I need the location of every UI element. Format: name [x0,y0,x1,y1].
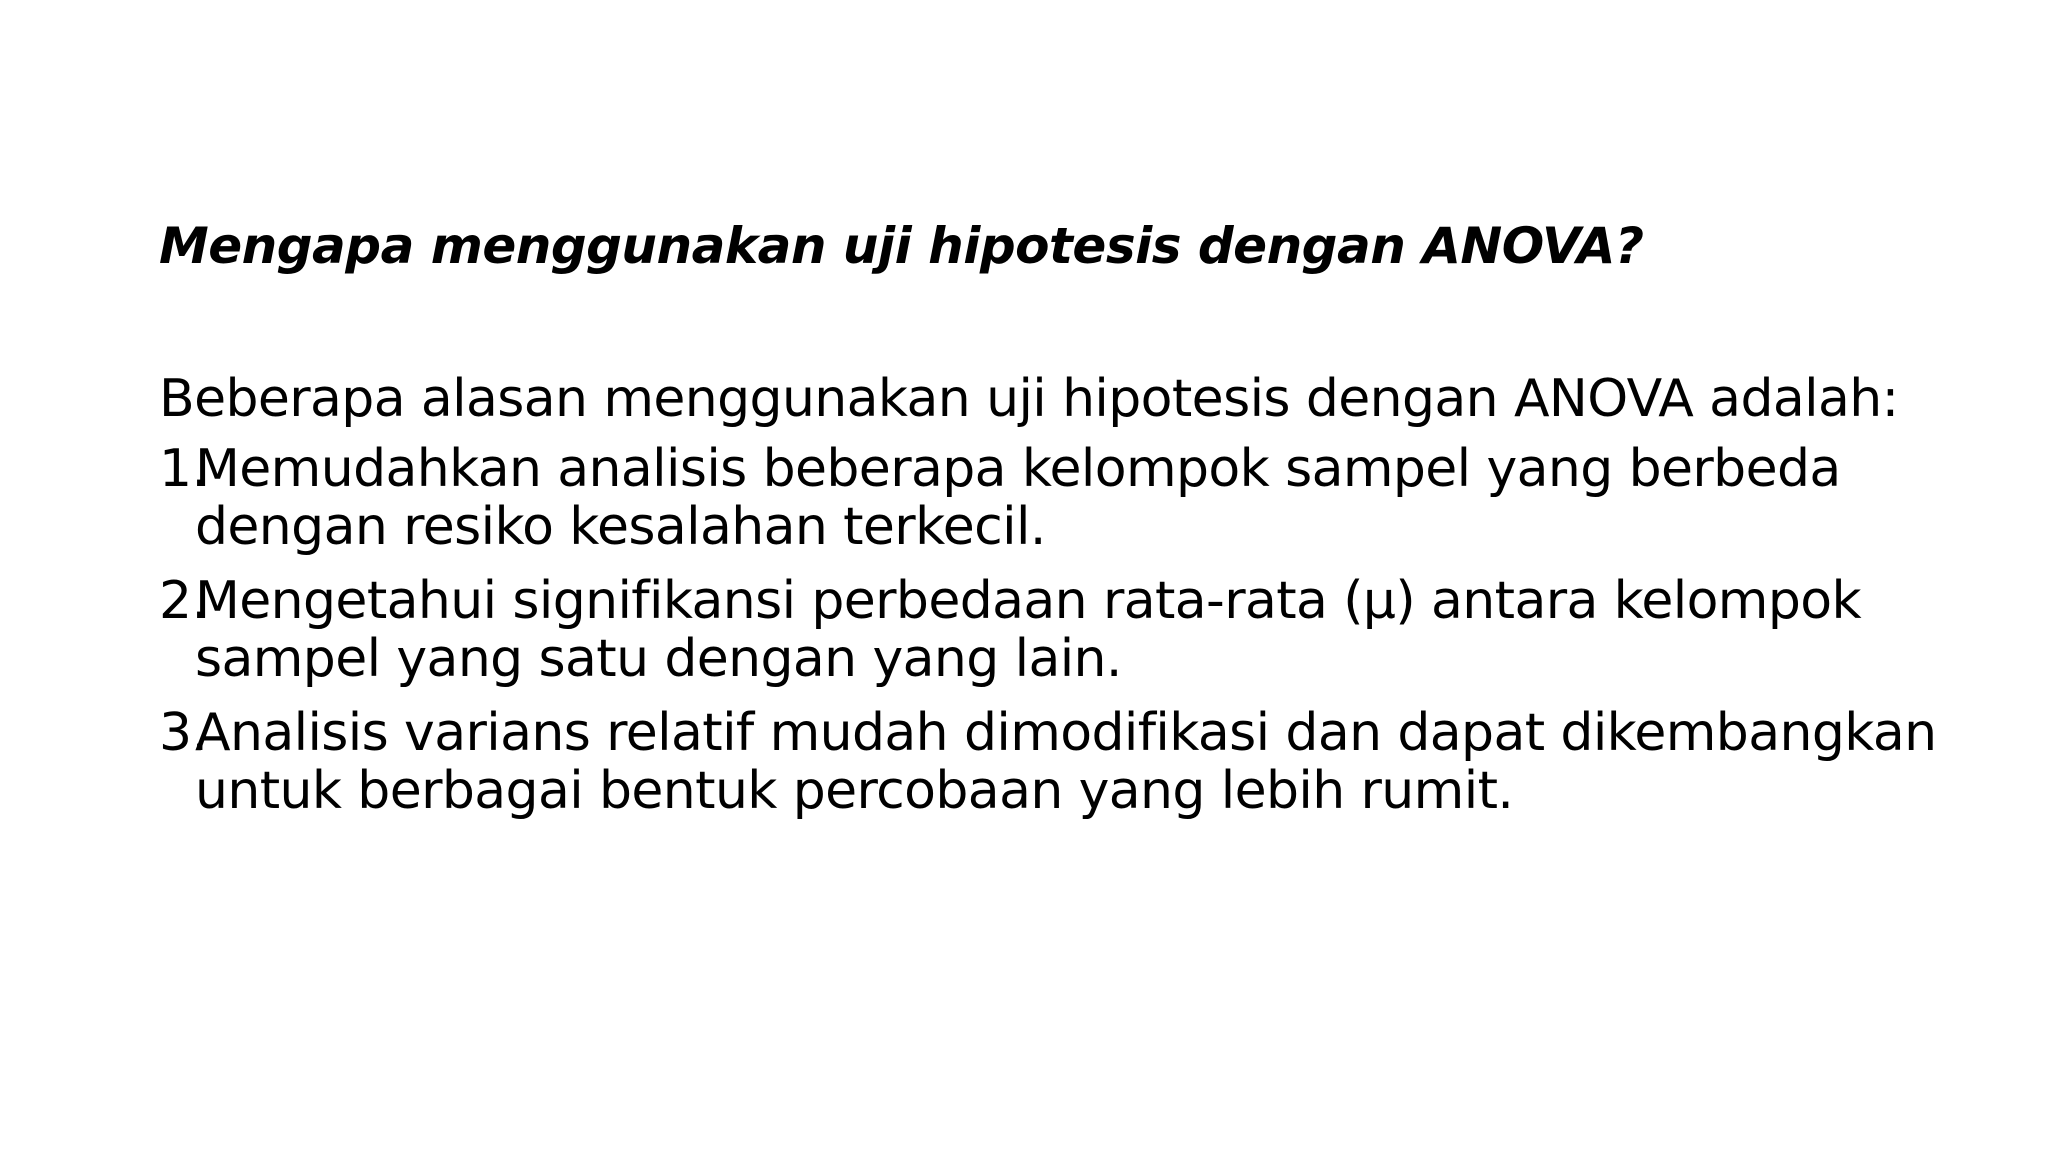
reasons-list [159,440,1959,836]
list-item [159,572,1959,688]
list-item-number: 3. [159,703,208,763]
list-item-text-line-1: Mengetahui signifikansi perbedaan rata-rata (μ) antara kelompok [195,571,1861,631]
intro-text: Beberapa alasan menggunakan uji hipotesis dengan ANOVA adalah: [159,369,1899,429]
list-item-number: 2. [159,571,208,631]
list-item-text-line-2: sampel yang satu dengan yang lain. [195,629,1122,689]
slide-title: Mengapa menggunakan uji hipotesis dengan ANOVA? [159,217,1644,275]
list-item [159,440,1959,556]
list-item-number: 1. [159,439,208,499]
list-item-text-line-1: Analisis varians relatif mudah dimodifikasi dan dapat dikembangkan [195,703,1937,763]
list-item-text-line-1: Memudahkan analisis beberapa kelompok sampel yang berbeda [195,439,1841,499]
list-item [159,704,1959,820]
list-item-text-line-2: dengan resiko kesalahan terkecil. [195,497,1046,557]
list-item-text-line-2: untuk berbagai bentuk percobaan yang lebih rumit. [195,761,1514,821]
